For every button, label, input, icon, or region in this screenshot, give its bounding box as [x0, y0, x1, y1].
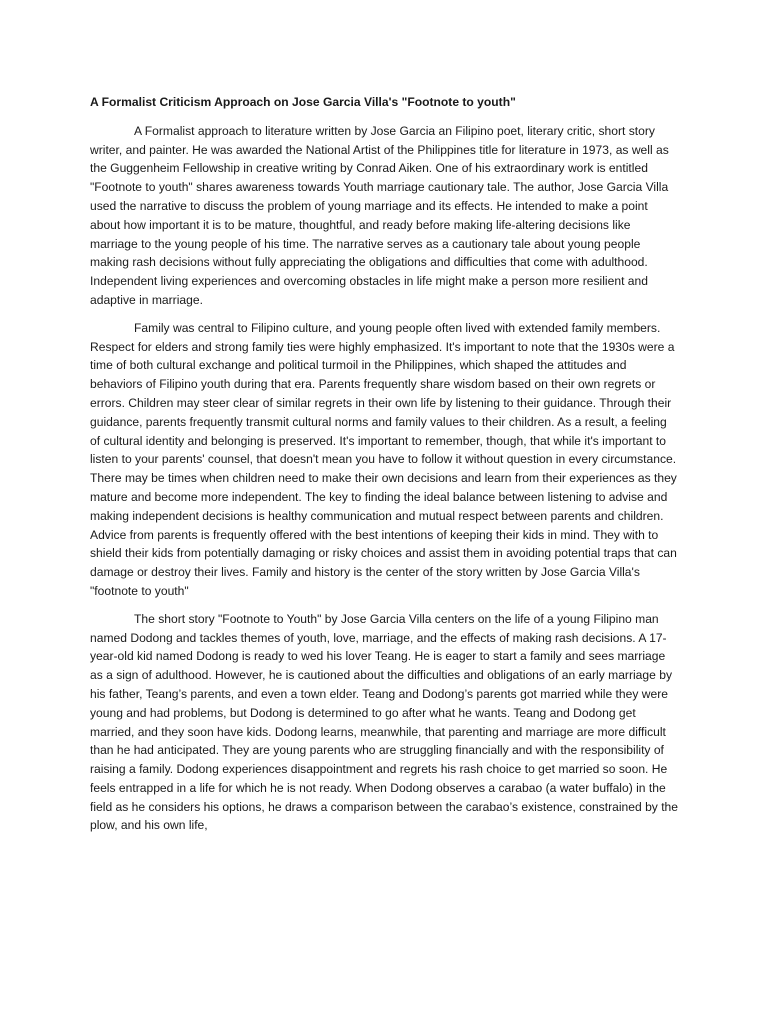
paragraph-3: The short story "Footnote to Youth" by Jose Garcia Villa centers on the life of a young Filipino man named Dodong and tackles themes of youth, love, marriage, and the effects of making rash decisions. A 17-year-old kid named Dodong is ready to wed his lover Teang. He is eager to start a family and sees marriage as a sign of adulthood. However, he is cautioned about the difficulties and obligations of an early marriage by his father, Teang’s parents, and even a town elder. Teang and Dodong’s parents got married while they were young and had problems, but Dodong is determined to go after what he wants. Teang and Dodong get married, and they soon have kids. Dodong learns, meanwhile, that parenting and marriage are more difficult than he had anticipated. They are young parents who are struggling financially and with the responsibility of raising a family. Dodong experiences disappointment and regrets his rash choice to get married so soon. He feels entrapped in a life for which he is not ready. When Dodong observes a carabao (a water buffalo) in the field as he considers his options, he draws a comparison between the carabao’s existence, constrained by the plow, and his own life, — [90, 611, 679, 833]
document-title: A Formalist Criticism Approach on Jose Garcia Villa's "Footnote to youth" — [90, 95, 516, 109]
paragraph-1: A Formalist approach to literature written by Jose Garcia an Filipino poet, literary critic, short story writer, and painter. He was awarded the National Artist of the Philippines title for literature in 1973, as well as the Guggenheim Fellowship in creative writing by Conrad Aiken. One of his extraordinary work is entitled "Footnote to youth" shares awareness towards Youth marriage cautionary tale. The author, Jose Garcia Villa used the narrative to discuss the problem of young marriage and its effects. He intended to make a point about how important it is to be mature, thoughtful, and ready before making life-altering decisions like marriage to the young people of his time. The narrative serves as a cautionary tale about young people making rash decisions without fully appreciating the obligations and difficulties that come with adulthood. Independent living experiences and overcoming obstacles in life might make a person more resilient and adaptive in marriage. — [90, 123, 669, 307]
paragraph-2: Family was central to Filipino culture, and young people often lived with extended family members. Respect for elders and strong family ties were highly emphasized. It's important to note that the 1930s were a time of both cultural exchange and political turmoil in the Philippines, which shaped the attitudes and behaviors of Filipino youth during that era. Parents frequently share wisdom based on their own regrets or errors. Children may steer clear of similar regrets in their own life by listening to their guidance. Through their guidance, parents frequently transmit cultural norms and family values to their children. As a result, a feeling of cultural identity and belonging is preserved. It's important to remember, though, that while it's important to listen to your parents' counsel, that doesn't mean you have to follow it without question in every circumstance. There may be times when children need to make their own decisions and learn from their experiences as they mature and become more independent. The key to finding the ideal balance between listening to advise and making independent decisions is healthy communication and mutual respect between parents and children. Advice from parents is frequently offered with the best intentions of keeping their kids in mind. They with to shield their kids from potentially damaging or risky choices and assist them in avoiding potential traps that can damage or destroy their lives. Family and history is the center of the story written by Jose Garcia Villa's "footnote to youth" — [90, 320, 677, 598]
document-body — [90, 93, 678, 844]
